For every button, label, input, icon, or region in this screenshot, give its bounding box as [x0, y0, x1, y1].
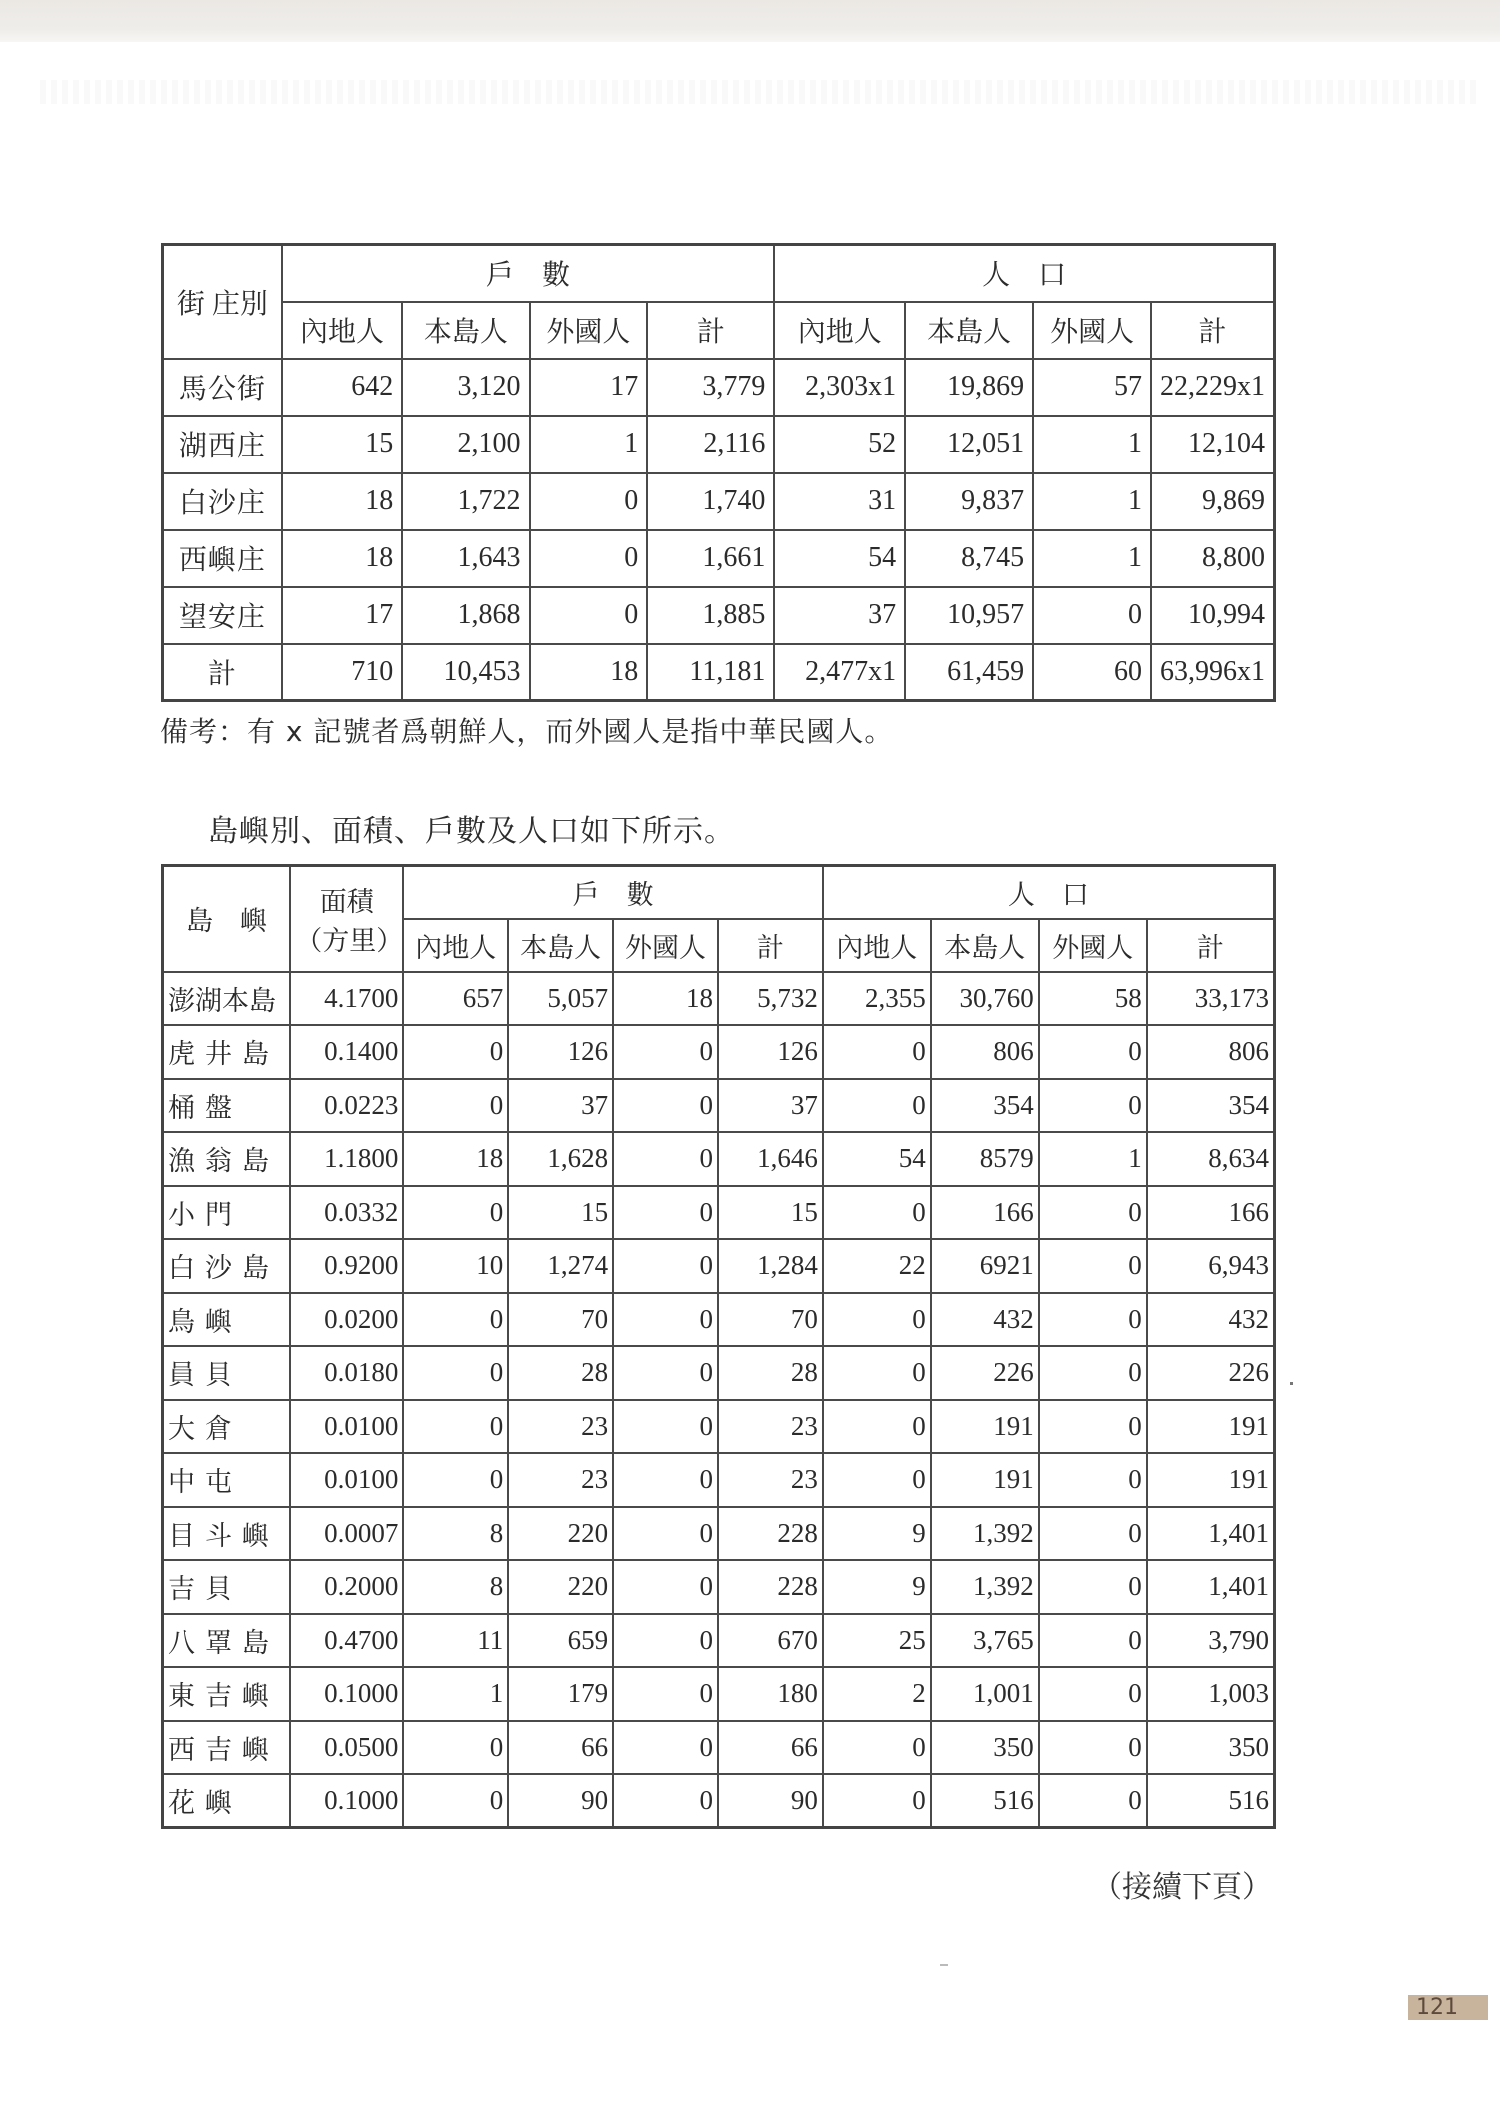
- cell-value: 25: [823, 1614, 931, 1668]
- cell-value: 806: [1147, 1025, 1275, 1079]
- cell-value: 0: [403, 1721, 508, 1775]
- table-subheader-row: [163, 302, 1275, 359]
- cell-value: 0: [823, 1186, 931, 1240]
- street-village-table: [161, 243, 1276, 702]
- table-row: [163, 972, 1275, 1026]
- households-header: 戶 數: [282, 245, 775, 302]
- cell-value: 0: [1039, 1025, 1147, 1079]
- cell-value: 0: [1039, 1721, 1147, 1775]
- area-value: 0.4700: [290, 1614, 403, 1668]
- island-name: 員貝: [163, 1346, 291, 1400]
- table-row: [163, 1346, 1275, 1400]
- table-header-row: [163, 245, 1275, 302]
- subheader: 內地人: [823, 919, 931, 972]
- cell-value: 17: [282, 587, 402, 644]
- row-name: 計: [163, 644, 282, 701]
- table-row: [163, 1186, 1275, 1240]
- cell-value: 18: [613, 972, 718, 1026]
- cell-value: 52: [774, 416, 905, 473]
- cell-value: 1: [1039, 1132, 1147, 1186]
- cell-value: 0: [613, 1079, 718, 1133]
- cell-value: 90: [718, 1774, 823, 1828]
- cell-value: 2,477x1: [774, 644, 905, 701]
- cell-value: 0: [1039, 1507, 1147, 1561]
- table-row: [163, 1400, 1275, 1454]
- cell-value: 0: [1039, 1453, 1147, 1507]
- cell-value: 1,274: [508, 1239, 613, 1293]
- subheader: 本島人: [508, 919, 613, 972]
- cell-value: 0: [613, 1667, 718, 1721]
- cell-value: 30,760: [931, 972, 1039, 1026]
- subheader: 外國人: [1039, 919, 1147, 972]
- subheader: 本島人: [931, 919, 1039, 972]
- cell-value: 0: [403, 1346, 508, 1400]
- cell-value: 0: [613, 1400, 718, 1454]
- cell-value: 350: [1147, 1721, 1275, 1775]
- cell-value: 0: [613, 1774, 718, 1828]
- table-row: [163, 1453, 1275, 1507]
- cell-value: 18: [530, 644, 648, 701]
- cell-value: 18: [282, 530, 402, 587]
- table-row: [163, 1293, 1275, 1347]
- cell-value: 2,355: [823, 972, 931, 1026]
- cell-value: 66: [508, 1721, 613, 1775]
- cell-value: 0: [613, 1560, 718, 1614]
- cell-value: 11,181: [647, 644, 774, 701]
- cell-value: 191: [1147, 1453, 1275, 1507]
- cell-value: 8579: [931, 1132, 1039, 1186]
- table-row: [163, 359, 1275, 416]
- subheader: 本島人: [905, 302, 1033, 359]
- cell-value: 354: [931, 1079, 1039, 1133]
- cell-value: 0: [823, 1346, 931, 1400]
- remark-note: 備考：有 x 記號者爲朝鮮人，而外國人是指中華民國人。: [160, 715, 894, 748]
- table-row: [163, 644, 1275, 701]
- cell-value: 22: [823, 1239, 931, 1293]
- cell-value: 806: [931, 1025, 1039, 1079]
- area-value: 0.0007: [290, 1507, 403, 1561]
- subheader: 計: [647, 302, 774, 359]
- island-name: 東吉嶼: [163, 1667, 291, 1721]
- cell-value: 0: [1039, 1346, 1147, 1400]
- cell-value: 0: [403, 1774, 508, 1828]
- cell-value: 0: [613, 1186, 718, 1240]
- cell-value: 33,173: [1147, 972, 1275, 1026]
- cell-value: 8: [403, 1560, 508, 1614]
- cell-value: 659: [508, 1614, 613, 1668]
- subheader: 內地人: [774, 302, 905, 359]
- cell-value: 1,392: [931, 1507, 1039, 1561]
- table-row: [163, 530, 1275, 587]
- cell-value: 2: [823, 1667, 931, 1721]
- cell-value: 166: [1147, 1186, 1275, 1240]
- cell-value: 12,051: [905, 416, 1033, 473]
- table-row: [163, 473, 1275, 530]
- cell-value: 516: [931, 1774, 1039, 1828]
- cell-value: 2,303x1: [774, 359, 905, 416]
- cell-value: 0: [403, 1025, 508, 1079]
- area-header: [290, 866, 403, 972]
- island-name: 西吉嶼: [163, 1721, 291, 1775]
- table-row: [163, 1239, 1275, 1293]
- cell-value: 1,643: [402, 530, 529, 587]
- cell-value: 10,453: [402, 644, 529, 701]
- cell-value: 1: [530, 416, 648, 473]
- cell-value: 3,779: [647, 359, 774, 416]
- table-body: [163, 359, 1275, 701]
- cell-value: 1: [1033, 416, 1151, 473]
- cell-value: 15: [282, 416, 402, 473]
- cell-value: 657: [403, 972, 508, 1026]
- cell-value: 1,392: [931, 1560, 1039, 1614]
- cell-value: 23: [508, 1400, 613, 1454]
- cell-value: 18: [403, 1132, 508, 1186]
- cell-value: 670: [718, 1614, 823, 1668]
- cell-value: 0: [613, 1239, 718, 1293]
- cell-value: 228: [718, 1507, 823, 1561]
- cell-value: 0: [613, 1293, 718, 1347]
- cell-value: 22,229x1: [1151, 359, 1275, 416]
- cell-value: 180: [718, 1667, 823, 1721]
- cell-value: 58: [1039, 972, 1147, 1026]
- cell-value: 432: [1147, 1293, 1275, 1347]
- intro-paragraph: 島嶼別、面積、戶數及人口如下所示。: [208, 814, 735, 849]
- table-row: [163, 1614, 1275, 1668]
- cell-value: 5,732: [718, 972, 823, 1026]
- cell-value: 1,401: [1147, 1507, 1275, 1561]
- cell-value: 126: [718, 1025, 823, 1079]
- cell-value: 3,790: [1147, 1614, 1275, 1668]
- cell-value: 8,745: [905, 530, 1033, 587]
- cell-value: 0: [613, 1346, 718, 1400]
- cell-value: 1,868: [402, 587, 529, 644]
- cell-value: 0: [530, 587, 648, 644]
- cell-value: 0: [403, 1186, 508, 1240]
- cell-value: 9,837: [905, 473, 1033, 530]
- cell-value: 0: [1039, 1293, 1147, 1347]
- cell-value: 10,994: [1151, 587, 1275, 644]
- cell-value: 0: [823, 1774, 931, 1828]
- page-number: 121: [1408, 1995, 1488, 2020]
- cell-value: 1,284: [718, 1239, 823, 1293]
- continued-note: （接續下頁）: [1092, 1870, 1272, 1905]
- subheader: 外國人: [1033, 302, 1151, 359]
- cell-value: 9,869: [1151, 473, 1275, 530]
- island-name: 漁翁島: [163, 1132, 291, 1186]
- table-row: [163, 1507, 1275, 1561]
- cell-value: 0: [823, 1721, 931, 1775]
- island-name: 大倉: [163, 1400, 291, 1454]
- table-body: [163, 972, 1275, 1828]
- subheader: 內地人: [282, 302, 402, 359]
- cell-value: 18: [282, 473, 402, 530]
- scan-speck: [1290, 1382, 1293, 1385]
- row-name: 西嶼庄: [163, 530, 282, 587]
- cell-value: 9: [823, 1560, 931, 1614]
- cell-value: 0: [823, 1453, 931, 1507]
- area-header-line1: 面積: [319, 886, 374, 917]
- cell-value: 70: [718, 1293, 823, 1347]
- area-value: 0.0100: [290, 1400, 403, 1454]
- cell-value: 28: [718, 1346, 823, 1400]
- area-value: 0.0500: [290, 1721, 403, 1775]
- cell-value: 220: [508, 1560, 613, 1614]
- cell-value: 0: [1039, 1400, 1147, 1454]
- cell-value: 0: [403, 1079, 508, 1133]
- cell-value: 0: [403, 1453, 508, 1507]
- island-name: 鳥嶼: [163, 1293, 291, 1347]
- cell-value: 1: [1033, 473, 1151, 530]
- cell-value: 90: [508, 1774, 613, 1828]
- area-value: 0.0223: [290, 1079, 403, 1133]
- cell-value: 19,869: [905, 359, 1033, 416]
- cell-value: 0: [1039, 1186, 1147, 1240]
- area-value: 0.0180: [290, 1346, 403, 1400]
- row-header: 街 庄別: [163, 245, 282, 359]
- cell-value: 126: [508, 1025, 613, 1079]
- cell-value: 1,740: [647, 473, 774, 530]
- island-name: 吉貝: [163, 1560, 291, 1614]
- cell-value: 166: [931, 1186, 1039, 1240]
- cell-value: 0: [1039, 1667, 1147, 1721]
- cell-value: 15: [718, 1186, 823, 1240]
- cell-value: 0: [530, 473, 648, 530]
- cell-value: 17: [530, 359, 648, 416]
- cell-value: 70: [508, 1293, 613, 1347]
- subheader: 計: [1147, 919, 1275, 972]
- cell-value: 8: [403, 1507, 508, 1561]
- cell-value: 0: [823, 1400, 931, 1454]
- subheader: 外國人: [530, 302, 648, 359]
- subheader: 計: [718, 919, 823, 972]
- row-name: 白沙庄: [163, 473, 282, 530]
- cell-value: 23: [718, 1400, 823, 1454]
- cell-value: 28: [508, 1346, 613, 1400]
- cell-value: 6921: [931, 1239, 1039, 1293]
- subheader: 本島人: [402, 302, 529, 359]
- cell-value: 6,943: [1147, 1239, 1275, 1293]
- cell-value: 0: [613, 1132, 718, 1186]
- cell-value: 9: [823, 1507, 931, 1561]
- island-name: 澎湖本島: [163, 972, 291, 1026]
- households-header: 戶 數: [403, 866, 822, 919]
- subheader: 計: [1151, 302, 1275, 359]
- island-name: 中屯: [163, 1453, 291, 1507]
- cell-value: 226: [931, 1346, 1039, 1400]
- cell-value: 191: [931, 1453, 1039, 1507]
- island-name: 目斗嶼: [163, 1507, 291, 1561]
- cell-value: 1,885: [647, 587, 774, 644]
- row-name: 湖西庄: [163, 416, 282, 473]
- cell-value: 5,057: [508, 972, 613, 1026]
- cell-value: 57: [1033, 359, 1151, 416]
- cell-value: 2,116: [647, 416, 774, 473]
- cell-value: 15: [508, 1186, 613, 1240]
- cell-value: 63,996x1: [1151, 644, 1275, 701]
- cell-value: 37: [774, 587, 905, 644]
- cell-value: 0: [1039, 1774, 1147, 1828]
- cell-value: 66: [718, 1721, 823, 1775]
- island-name: 虎井島: [163, 1025, 291, 1079]
- area-value: 0.1000: [290, 1774, 403, 1828]
- cell-value: 1: [1033, 530, 1151, 587]
- cell-value: 60: [1033, 644, 1151, 701]
- table-row: [163, 1560, 1275, 1614]
- cell-value: 0: [1039, 1079, 1147, 1133]
- cell-value: 1,661: [647, 530, 774, 587]
- cell-value: 350: [931, 1721, 1039, 1775]
- table-row: [163, 1774, 1275, 1828]
- cell-value: 710: [282, 644, 402, 701]
- cell-value: 179: [508, 1667, 613, 1721]
- cell-value: 10: [403, 1239, 508, 1293]
- cell-value: 8,634: [1147, 1132, 1275, 1186]
- cell-value: 1: [403, 1667, 508, 1721]
- cell-value: 0: [823, 1025, 931, 1079]
- cell-value: 2,100: [402, 416, 529, 473]
- row-name: 馬公街: [163, 359, 282, 416]
- cell-value: 0: [613, 1025, 718, 1079]
- island-name: 花嶼: [163, 1774, 291, 1828]
- cell-value: 228: [718, 1560, 823, 1614]
- cell-value: 0: [823, 1079, 931, 1133]
- cell-value: 11: [403, 1614, 508, 1668]
- cell-value: 0: [823, 1293, 931, 1347]
- cell-value: 0: [613, 1721, 718, 1775]
- cell-value: 0: [403, 1400, 508, 1454]
- subheader: 外國人: [613, 919, 718, 972]
- table-row: [163, 1079, 1275, 1133]
- cell-value: 0: [613, 1507, 718, 1561]
- island-name: 白沙島: [163, 1239, 291, 1293]
- cell-value: 23: [718, 1453, 823, 1507]
- bleed-through-text: [40, 80, 1480, 104]
- cell-value: 432: [931, 1293, 1039, 1347]
- cell-value: 0: [530, 530, 648, 587]
- cell-value: 1,401: [1147, 1560, 1275, 1614]
- area-value: 0.2000: [290, 1560, 403, 1614]
- cell-value: 23: [508, 1453, 613, 1507]
- cell-value: 0: [1039, 1560, 1147, 1614]
- cell-value: 3,120: [402, 359, 529, 416]
- area-value: 0.1000: [290, 1667, 403, 1721]
- cell-value: 54: [774, 530, 905, 587]
- cell-value: 0: [403, 1293, 508, 1347]
- cell-value: 191: [931, 1400, 1039, 1454]
- table-row: [163, 1025, 1275, 1079]
- subheader: 內地人: [403, 919, 508, 972]
- table-row: [163, 1132, 1275, 1186]
- cell-value: 354: [1147, 1079, 1275, 1133]
- table-row: [163, 1667, 1275, 1721]
- cell-value: 1,001: [931, 1667, 1039, 1721]
- island-name: 桶盤: [163, 1079, 291, 1133]
- scan-speck: [940, 1964, 948, 1966]
- area-header-line2: （方里）: [295, 925, 404, 956]
- cell-value: 54: [823, 1132, 931, 1186]
- cell-value: 0: [613, 1614, 718, 1668]
- cell-value: 1,646: [718, 1132, 823, 1186]
- area-value: 0.0332: [290, 1186, 403, 1240]
- area-value: 0.0100: [290, 1453, 403, 1507]
- area-value: 0.1400: [290, 1025, 403, 1079]
- cell-value: 10,957: [905, 587, 1033, 644]
- cell-value: 0: [1039, 1239, 1147, 1293]
- row-name: 望安庄: [163, 587, 282, 644]
- cell-value: 191: [1147, 1400, 1275, 1454]
- cell-value: 0: [613, 1453, 718, 1507]
- cell-value: 1,628: [508, 1132, 613, 1186]
- table-row: [163, 416, 1275, 473]
- cell-value: 0: [1033, 587, 1151, 644]
- table-header-row: [163, 866, 1275, 919]
- cell-value: 1,722: [402, 473, 529, 530]
- cell-value: 31: [774, 473, 905, 530]
- cell-value: 642: [282, 359, 402, 416]
- island-name: 八罩島: [163, 1614, 291, 1668]
- cell-value: 1,003: [1147, 1667, 1275, 1721]
- island-name: 小門: [163, 1186, 291, 1240]
- island-table: [161, 864, 1276, 1829]
- row-header: 島 嶼: [163, 866, 291, 972]
- area-value: 0.0200: [290, 1293, 403, 1347]
- area-value: 1.1800: [290, 1132, 403, 1186]
- cell-value: 226: [1147, 1346, 1275, 1400]
- cell-value: 8,800: [1151, 530, 1275, 587]
- cell-value: 0: [1039, 1614, 1147, 1668]
- table-row: [163, 1721, 1275, 1775]
- cell-value: 37: [508, 1079, 613, 1133]
- cell-value: 3,765: [931, 1614, 1039, 1668]
- population-header: 人 口: [774, 245, 1274, 302]
- cell-value: 516: [1147, 1774, 1275, 1828]
- area-value: 0.9200: [290, 1239, 403, 1293]
- area-value: 4.1700: [290, 972, 403, 1026]
- table-row: [163, 587, 1275, 644]
- population-header: 人 口: [823, 866, 1275, 919]
- cell-value: 12,104: [1151, 416, 1275, 473]
- scan-top-edge: [0, 0, 1500, 42]
- cell-value: 61,459: [905, 644, 1033, 701]
- cell-value: 37: [718, 1079, 823, 1133]
- cell-value: 220: [508, 1507, 613, 1561]
